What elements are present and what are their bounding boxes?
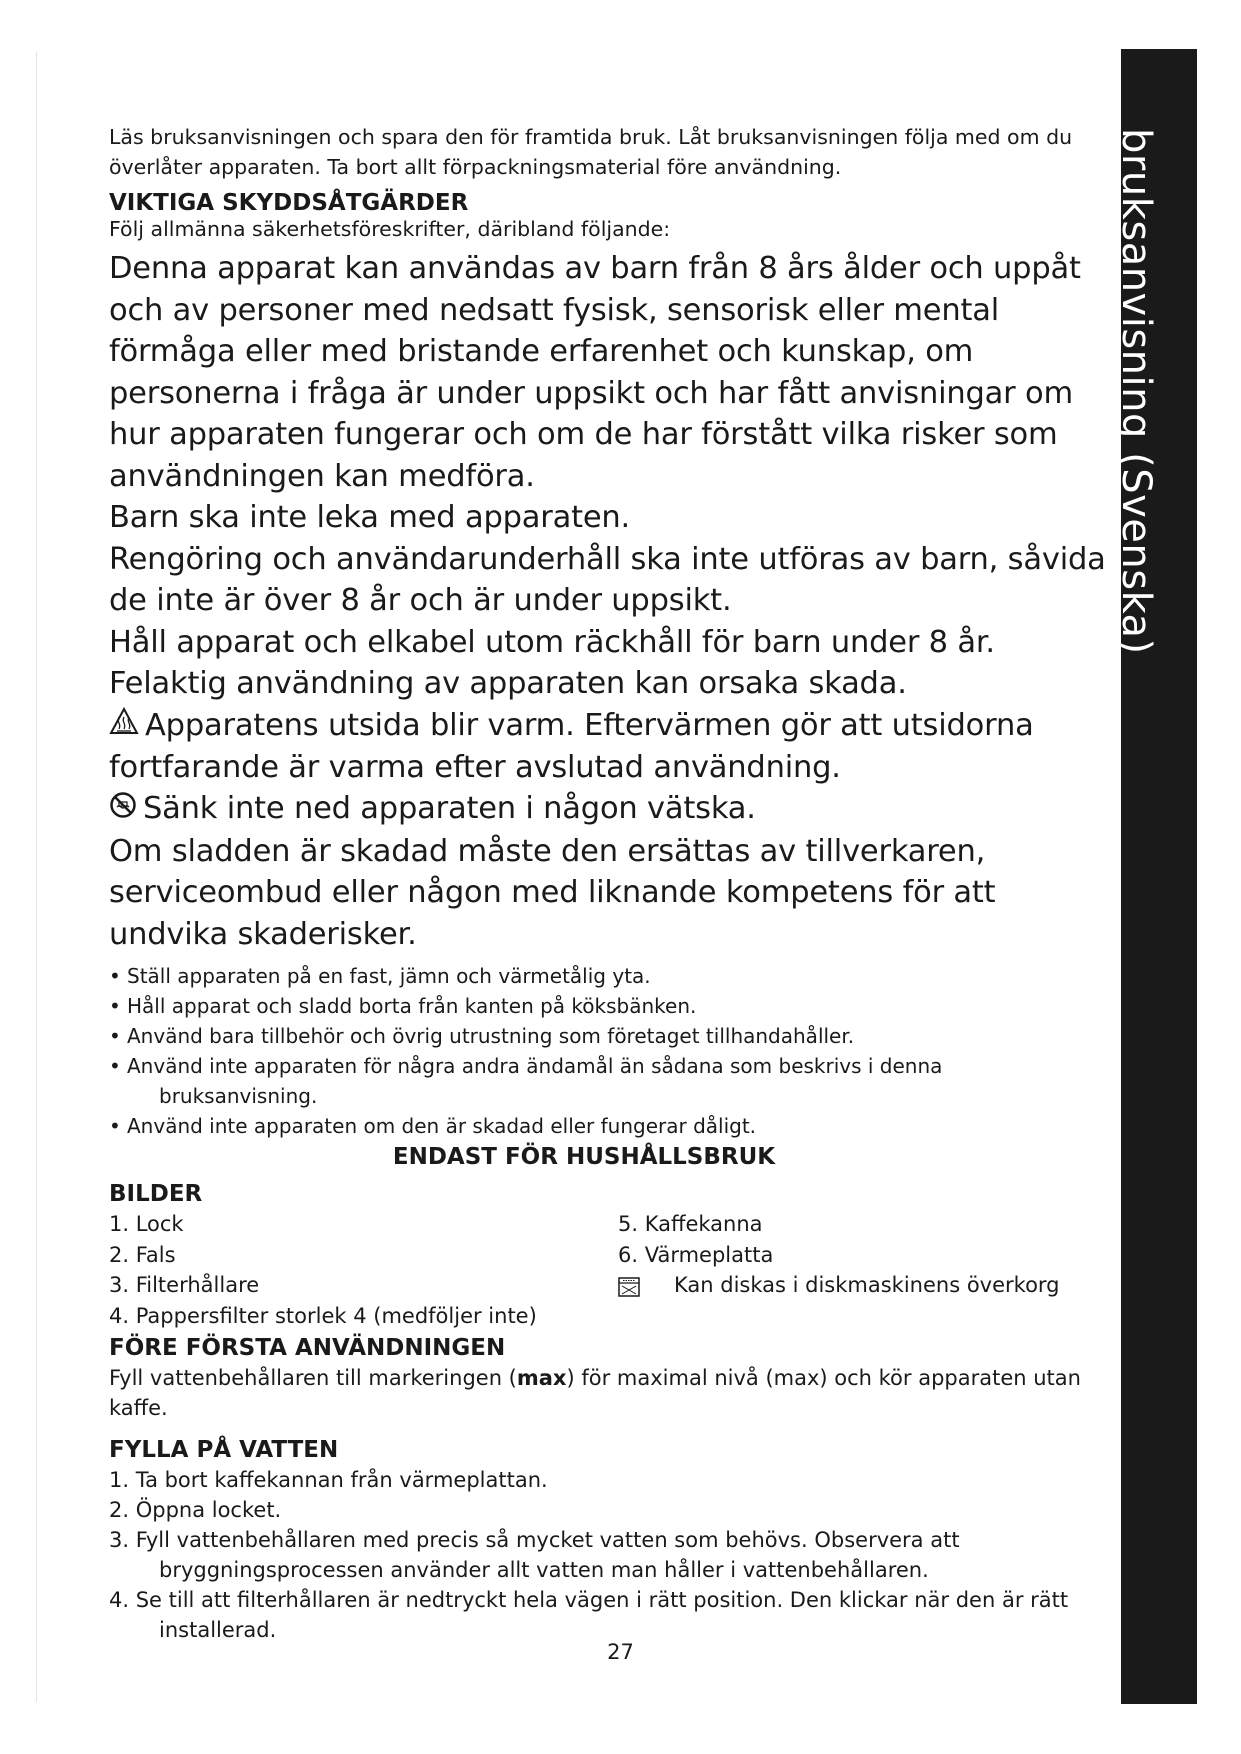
first-use-text (109, 1363, 1119, 1423)
warning-text: Barn ska inte leka med apparaten. (109, 500, 631, 535)
parts-list (109, 1209, 1119, 1331)
first-use-text-before: Fyll vattenbehållaren till markeringen ( (109, 1366, 517, 1390)
safety-bullet-list (109, 961, 1119, 1141)
cord-warning: Om sladden är skadad måste den ersättas av tillverkaren, serviceombud eller någon med liknande kompetens för att undvika skaderisker. (109, 833, 996, 952)
list-item (109, 1525, 1119, 1585)
bullet-icon: • (109, 1114, 121, 1138)
bullet-icon: • (109, 964, 121, 988)
page-content (109, 122, 1119, 1645)
no-immerse-text: Sänk inte ned apparaten i någon vätska. (143, 791, 756, 827)
list-item: 5. Kaffekanna (618, 1212, 763, 1236)
bullet-text-continued: bruksanvisning. (159, 1084, 318, 1108)
bullet-text: Använd inte apparaten om den är skadad eller fungerar dåligt. (127, 1114, 757, 1138)
warning-text: Rengöring och användarunderhåll ska inte utföras av barn, såvida de inte är över 8 år och är under uppsikt. (109, 541, 1106, 618)
first-use-text-after: ) för maximal nivå (max) och kör apparaten utan kaffe. (109, 1366, 1081, 1420)
list-item (109, 991, 1119, 1021)
warning-text: Felaktig användning av apparaten kan orsaka skada. (109, 666, 907, 701)
first-use-heading: FÖRE FÖRSTA ANVÄNDNINGEN (109, 1335, 506, 1361)
list-item (109, 1051, 1119, 1111)
household-only-heading: ENDAST FÖR HUSHÅLLSBRUK (392, 1144, 776, 1170)
bullet-icon: • (109, 1054, 121, 1078)
hot-surface-warning (109, 705, 1119, 789)
step-text-continued: installerad. (159, 1618, 277, 1642)
list-item: 1. Lock (109, 1212, 184, 1236)
list-item: 2. Fals (109, 1242, 176, 1267)
bullet-text: Håll apparat och sladd borta från kanten på köksbänken. (127, 994, 697, 1018)
step-text: 2. Öppna locket. (109, 1498, 282, 1522)
hot-surface-text: Apparatens utsida blir varm. Eftervärmen gör att utsidorna fortfarande är varma efter avslutad användning. (109, 707, 1034, 785)
side-tab-label: bruksanvisning (Svenska) (1113, 128, 1159, 655)
hot-surface-warning-icon (109, 705, 139, 747)
bullet-text: Använd inte apparaten för några andra ändamål än sådana som beskrivs i denna (127, 1054, 943, 1078)
bullet-text: Använd bara tillbehör och övrig utrustning som företaget tillhandahåller. (127, 1024, 855, 1048)
fill-water-steps (109, 1465, 1119, 1645)
list-item (109, 1021, 1119, 1051)
list-item: 4. Pappersfilter storlek 4 (medföljer inte) (109, 1303, 537, 1328)
fill-water-heading: FYLLA PÅ VATTEN (109, 1437, 339, 1463)
step-text-continued: bryggningsprocessen använder allt vatten man håller i vattenbehållaren. (159, 1558, 929, 1582)
no-immerse-warning (109, 788, 1119, 830)
list-item (109, 1495, 1119, 1525)
parts-column-left (109, 1209, 537, 1331)
dishwasher-note (618, 1270, 1060, 1301)
step-text: 4. Se till att filterhållaren är nedtryckt hela vägen i rätt position. Den klickar när den är rätt (109, 1588, 1069, 1612)
parts-column-right (618, 1209, 1060, 1301)
parts-heading: BILDER (109, 1181, 203, 1207)
intro-text: Läs bruksanvisningen och spara den för framtida bruk. Låt bruksanvisningen följa med om du överlåter apparaten. Ta bort allt förpackningsmaterial före användning. (109, 125, 1073, 179)
warning-text: Håll apparat och elkabel utom räckhåll för barn under 8 år. (109, 624, 995, 660)
safety-heading: VIKTIGA SKYDDSÅTGÄRDER (109, 190, 469, 216)
list-item (109, 1465, 1119, 1495)
no-immerse-icon (109, 789, 137, 831)
list-item: 3. Filterhållare (109, 1273, 260, 1297)
max-marking: max (516, 1366, 567, 1390)
list-item (109, 1585, 1119, 1645)
list-item (109, 1111, 1119, 1141)
warning-text: Denna apparat kan användas av barn från 8 års ålder och uppåt och av personer med nedsatt fysisk, sensorisk eller mental förmåga eller med bristande erfarenhet och kunskap, om personerna i fråga är under uppsikt och har fått anvisningar om hur apparaten fungerar och om de har förstått vilka risker som användningen kan medföra. (109, 251, 1081, 494)
list-item (109, 961, 1119, 991)
page-margin-line (36, 52, 37, 1702)
warnings-block (109, 248, 1119, 955)
safety-subheading: Följ allmänna säkerhetsföreskrifter, däribland följande: (109, 217, 671, 241)
dishwasher-icon (618, 1275, 640, 1295)
bullet-icon: • (109, 994, 121, 1018)
step-text: 1. Ta bort kaffekannan från värmeplattan. (109, 1468, 548, 1492)
list-item: 6. Värmeplatta (618, 1242, 774, 1267)
dishwasher-text: Kan diskas i diskmaskinens överkorg (674, 1273, 1060, 1297)
bullet-icon: • (109, 1024, 121, 1048)
bullet-text: Ställ apparaten på en fast, jämn och värmetålig yta. (127, 964, 651, 988)
step-text: 3. Fyll vattenbehållaren med precis så mycket vatten som behövs. Observera att (109, 1528, 960, 1552)
page-number: 27 (607, 1640, 634, 1664)
